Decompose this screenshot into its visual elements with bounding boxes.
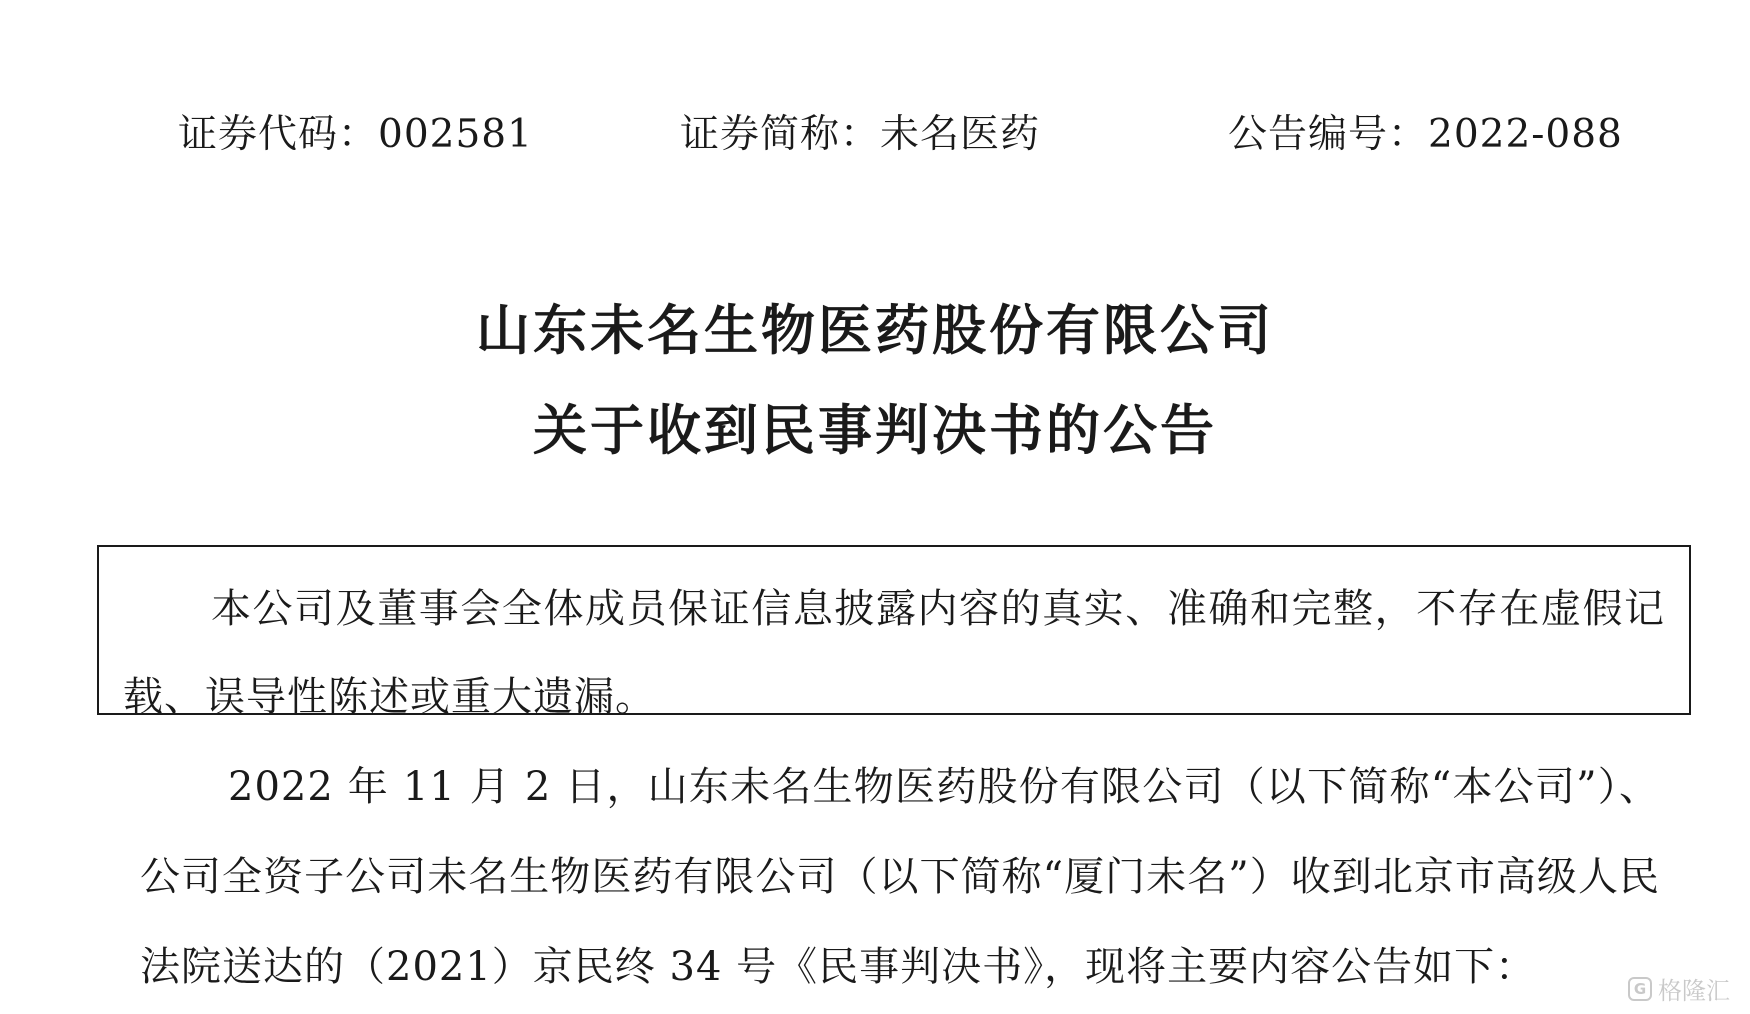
company-title: 山东未名生物医药股份有限公司 [476, 299, 1274, 362]
announcement-title: 关于收到民事判决书的公告 [533, 399, 1217, 462]
announcement-number: 公告编号：2022-088 [1228, 112, 1623, 157]
watermark [1628, 971, 1730, 1006]
stock-name: 证券简称：未名医药 [680, 112, 1041, 157]
watermark-text: 格隆汇 [1658, 977, 1730, 1005]
disclosure-notice-box [97, 545, 1691, 720]
header-line [0, 110, 1750, 160]
stock-code: 证券代码：002581 [178, 112, 533, 157]
body-paragraph: 2022 年 11 月 2 日，山东未名生物医药股份有限公司（以下简称“本公司”）、公司全资子公司未名生物医药有限公司（以下简称“厦门未名”）收到北京市高级人民法院送达的（2021）京民终 34 号《民事判决书》，现将主要内容公告如下： [140, 764, 1660, 990]
disclosure-notice-text: 本公司及董事会全体成员保证信息披露内容的真实、准确和完整，不存在虚假记载、误导性陈述或重大遗漏。 [123, 586, 1665, 720]
gelonghui-logo-icon: G [1628, 977, 1652, 1001]
